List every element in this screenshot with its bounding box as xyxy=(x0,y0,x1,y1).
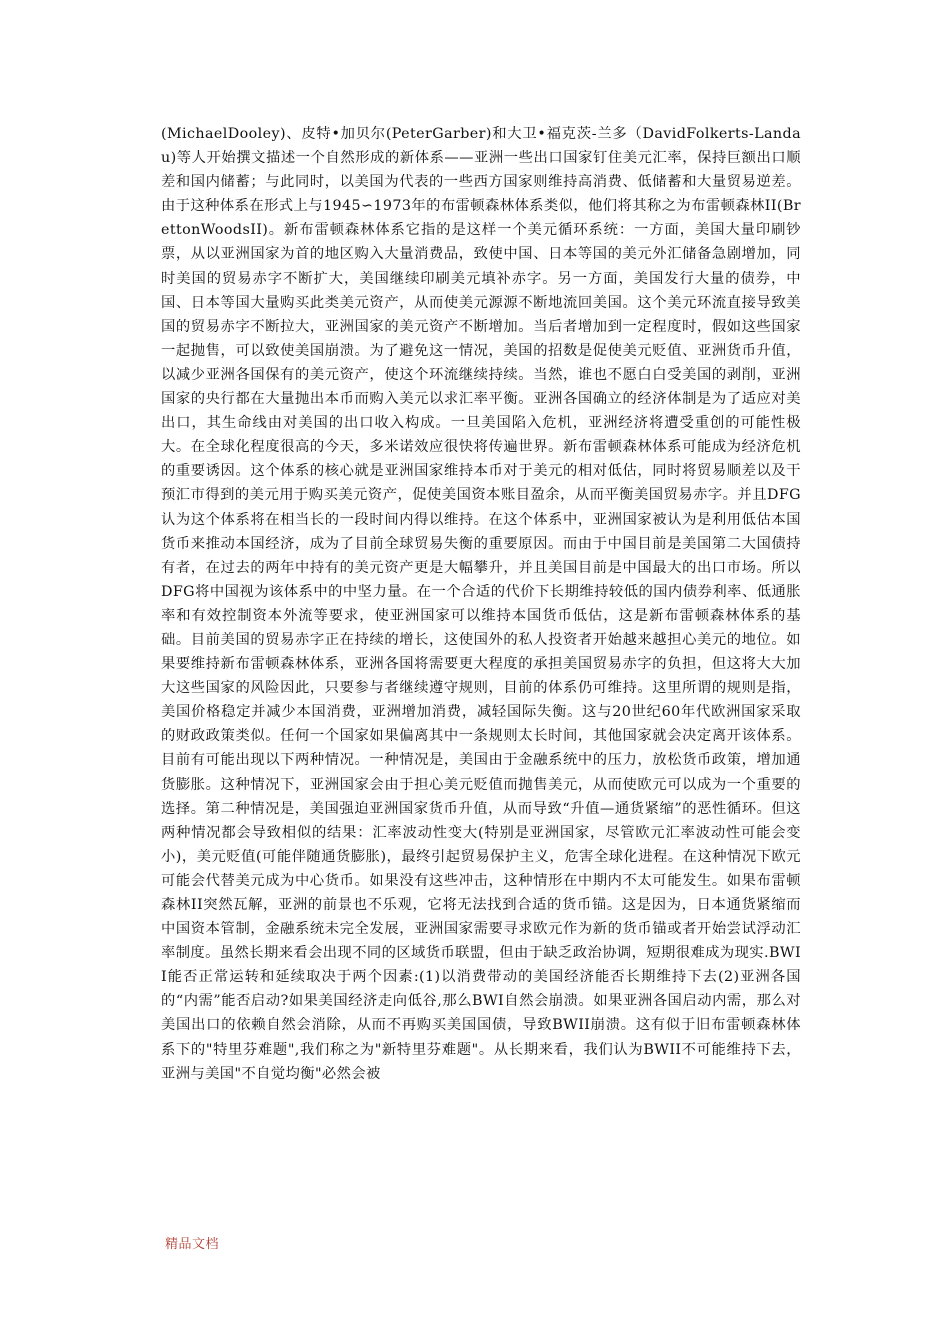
body-paragraph: (MichaelDooley)、皮特•加贝尔(PeterGarber)和大卫•福克茨-兰多（DavidFolkerts-Landau)等人开始撰文描述一个自然形成的新体系——亚洲一些出口国家钉住美元汇率，保持巨额出口顺差和国内储蓄；与此同时，以美国为代表的一些西方国家则维持高消费、低储蓄和大量贸易逆差。由于这种体系在形式上与1945∽1973年的布雷顿森林体系类似，他们将其称之为布雷顿森林II(BrettonWoodsII)。新布雷顿森林体系它指的是这样一个美元循环系统：一方面，美国大量印刷钞票，从以亚洲国家为首的地区购入大量消费品，致使中国、日本等国的美元外汇储备急剧增加，同时美国的贸易赤字不断扩大，美国继续印刷美元填补赤字。另一方面，美国发行大量的债券，中国、日本等国大量购买此类美元资产，从而使美元源源不断地流回美国。这个美元环流直接导致美国的贸易赤字不断拉大，亚洲国家的美元资产不断增加。当后者增加到一定程度时，假如这些国家一起抛售，可以致使美国崩溃。为了避免这一情况，美国的招数是促使美元贬值、亚洲货币升值，以减少亚洲各国保有的美元资产，使这个环流继续持续。当然，谁也不愿白白受美国的剥削，亚洲国家的央行都在大量抛出本币而购入美元以求汇率平衡。亚洲各国确立的经济体制是为了适应对美出口，其生命线由对美国的出口收入构成。一旦美国陷入危机，亚洲经济将遭受重创的可能性极大。在全球化程度很高的今天，多米诺效应很快将传遍世界。新布雷顿森林体系可能成为经济危机的重要诱因。这个体系的核心就是亚洲国家维持本币对于美元的相对低估，同时将贸易顺差以及干预汇市得到的美元用于购买美元资产，促使美国资本账目盈余，从而平衡美国贸易赤字。并且DFG认为这个体系将在相当长的一段时间内得以维持。在这个体系中，亚洲国家被认为是利用低估本国货币来推动本国经济，成为了目前全球贸易失衡的重要原因。而由于中国目前是美国第二大国债持有者，在过去的两年中持有的美元资产更是大幅攀升，并且美国目前是中国最大的出口市场。所以DFG将中国视为该体系中的中坚力量。在一个合适的代价下长期维持较低的国内债券利率、低通胀率和有效控制资本外流等要求，使亚洲国家可以维持本国货币低估，这是新布雷顿森林体系的基础。目前美国的贸易赤字正在持续的增长，这使国外的私人投资者开始越来越担心美元的地位。如果要维持新布雷顿森林体系，亚洲各国将需要更大程度的承担美国贸易赤字的负担，但这将大大加大这些国家的风险因此，只要参与者继续遵守规则，目前的体系仍可维持。这里所谓的规则是指，美国价格稳定并减少本国消费，亚洲增加消费，减轻国际失衡。这与20世纪60年代欧洲国家采取的财政政策类似。任何一个国家如果偏离其中一条规则太长时间，其他国家就会决定离开该体系。目前有可能出现以下两种情况。一种情况是，美国由于金融系统中的压力，放松货币政策，增加通货膨胀。这种情况下，亚洲国家会由于担心美元贬值而抛售美元，从而使欧元可以成为一个重要的选择。第二种情况是，美国强迫亚洲国家货币升值，从而导致“升值—通货紧缩”的恶性循环。但这两种情况都会导致相似的结果：汇率波动性变大(特别是亚洲国家，尽管欧元汇率波动性可能会变小)，美元贬值(可能伴随通货膨胀)，最终引起贸易保护主义，危害全球化进程。在这种情况下欧元可能会代替美元成为中心货币。如果没有这些冲击，这种情形在中期内不太可能发生。如果布雷顿森林II突然瓦解，亚洲的前景也不乐观，它将无法找到合适的货币锚。这是因为，日本通货紧缩而中国资本管制，金融系统未完全发展，亚洲国家需要寻求欧元作为新的货币锚或者开始尝试浮动汇率制度。虽然长期来看会出现不同的区域货币联盟，但由于缺乏政治协调，短期很难成为现实.BWII能否正常运转和延续取决于两个因素:(1)以消费带动的美国经济能否长期维持下去(2)亚洲各国的“内需”能否启动?如果美国经济走向低谷,那么BWI自然会崩溃。如果亚洲各国启动内需，那么对美国出口的依赖自然会消除，从而不再购买美国国债，导致BWII崩溃。这有似于旧布雷顿森林体系下的"特里芬难题",我们称之为"新特里芬难题"。从长期来看，我们认为BWII不可能维持下去，亚洲与美国"不自觉均衡"必然会被 xyxy=(161,126,801,1082)
footer-label: 精品文档 xyxy=(165,1237,220,1252)
